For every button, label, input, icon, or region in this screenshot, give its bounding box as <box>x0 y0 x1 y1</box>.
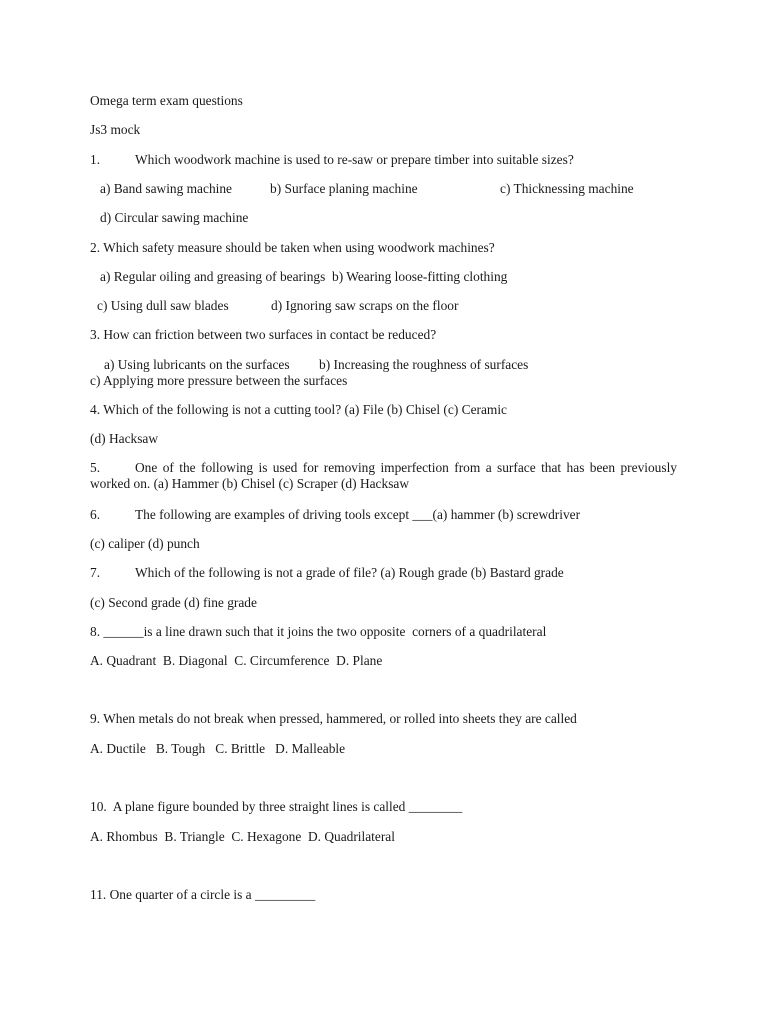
q2-option-d: d) Ignoring saw scraps on the floor <box>271 298 459 313</box>
q8-options: A. Quadrant B. Diagonal C. Circumference D. Plane <box>90 653 383 668</box>
q1-option-b: b) Surface planing machine <box>270 181 418 196</box>
q7-line1: Which of the following is not a grade of file? (a) Rough grade (b) Bastard grade <box>135 565 564 580</box>
q10-stem: 10. A plane figure bounded by three straight lines is called ________ <box>90 799 463 814</box>
q1-option-d: d) Circular sawing machine <box>100 210 249 225</box>
q6-line2: (c) caliper (d) punch <box>90 536 200 551</box>
q2-options-ab: a) Regular oiling and greasing of bearings b) Wearing loose-fitting clothing <box>100 269 508 284</box>
q6-line1: The following are examples of driving tools except ___(a) hammer (b) screwdriver <box>135 507 581 522</box>
q3-stem: 3. How can friction between two surfaces in contact be reduced? <box>90 327 437 342</box>
q3-option-c: c) Applying more pressure between the surfaces <box>90 373 348 388</box>
document-title: Omega term exam questions <box>90 93 243 108</box>
q3-option-a: a) Using lubricants on the surfaces <box>104 357 290 372</box>
q8-stem: 8. ______is a line drawn such that it joins the two opposite corners of a quadrilateral <box>90 624 547 639</box>
q1-option-a: a) Band sawing machine <box>100 181 233 196</box>
q5-text: One of the following is used for removing imperfection from a surface that has been previously worked on. (a) Hammer (b) Chisel (c) Scraper (d) Hacksaw <box>90 460 677 491</box>
q2-stem: 2. Which safety measure should be taken when using woodwork machines? <box>90 240 495 255</box>
q9-stem: 9. When metals do not break when pressed, hammered, or rolled into sheets they are called <box>90 711 577 726</box>
q1-stem: Which woodwork machine is used to re-saw or prepare timber into suitable sizes? <box>135 152 574 167</box>
q6-number: 6. <box>90 507 101 522</box>
q4-line1: 4. Which of the following is not a cutting tool? (a) File (b) Chisel (c) Ceramic <box>90 402 507 417</box>
q3-option-b: b) Increasing the roughness of surfaces <box>319 357 529 372</box>
document-subtitle: Js3 mock <box>90 122 141 137</box>
q10-options: A. Rhombus B. Triangle C. Hexagone D. Quadrilateral <box>90 829 395 844</box>
q7-number: 7. <box>90 565 101 580</box>
q5-number: 5. <box>90 460 101 475</box>
q4-line2: (d) Hacksaw <box>90 431 159 446</box>
q7-line2: (c) Second grade (d) fine grade <box>90 595 257 610</box>
q1-option-c: c) Thicknessing machine <box>500 181 634 196</box>
q1-number: 1. <box>90 152 101 167</box>
q11-stem: 11. One quarter of a circle is a _________ <box>90 887 316 902</box>
q9-options: A. Ductile B. Tough C. Brittle D. Malleable <box>90 741 346 756</box>
q2-option-c: c) Using dull saw blades <box>97 298 229 313</box>
